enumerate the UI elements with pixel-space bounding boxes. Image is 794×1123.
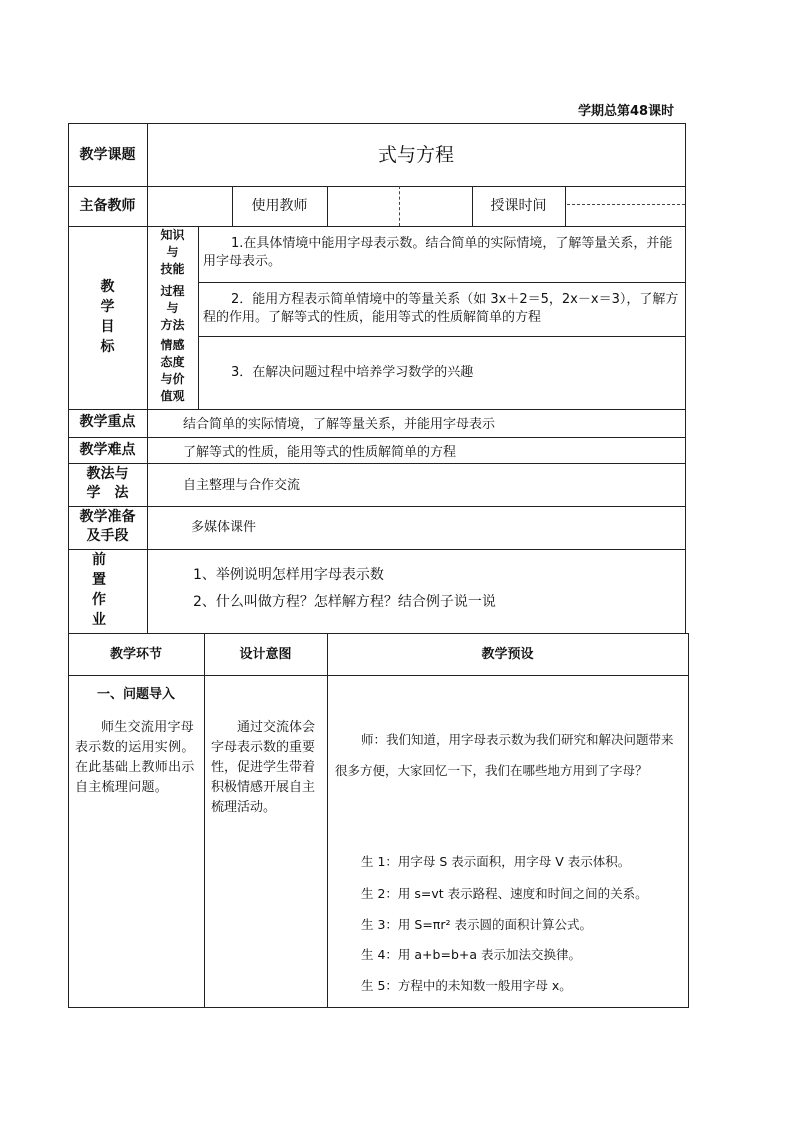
preparation-label: 教学准备 及手段 <box>79 509 136 544</box>
table-rule <box>68 506 686 507</box>
student-answer-4: 生 4：用 a+b=b+a 表示加法交换律。 <box>361 947 581 962</box>
table-rule <box>68 437 686 438</box>
objective-category-process: 过程 与 方法 <box>160 284 185 332</box>
table-rule-vertical <box>565 186 566 226</box>
process-table-rule-vertical <box>327 633 328 1008</box>
using-teacher-label: 使用教师 <box>251 198 308 214</box>
student-answer-3: 生 3：用 S=πr² 表示圆的面积计算公式。 <box>361 917 592 932</box>
process-table-top <box>68 633 689 634</box>
table-rule-dashed <box>399 186 400 226</box>
teacher-prompt: 师：我们知道，用字母表示数为我们研究和解决问题带来很多方便，大家回忆一下，我们在哪些地方用到了字母？ <box>335 732 674 778</box>
design-intent-text: 通过交流体会字母表示数的重要性，促进学生带着积极情感开展自主梳理活动。 <box>211 720 316 815</box>
preparation-text: 多媒体课件 <box>191 520 257 535</box>
table-border-right <box>685 123 686 633</box>
process-table-rule <box>68 675 689 676</box>
table-rule <box>68 549 686 550</box>
topic-title: 式与方程 <box>377 144 454 166</box>
header-stage: 教学环节 <box>109 647 162 662</box>
student-answer-5: 生 5：方程中的未知数一般用字母 x。 <box>361 978 572 993</box>
objective-category-emotion: 情感 态度 与价 值观 <box>160 338 185 403</box>
process-table-right <box>688 633 689 1008</box>
student-answer-2: 生 2：用 s=vt 表示路程、速度和时间之间的关系。 <box>361 886 648 901</box>
table-rule-vertical <box>327 186 328 226</box>
difficulty-text: 了解等式的性质，能用等式的性质解简单的方程 <box>183 445 457 460</box>
process-table-bottom <box>68 1007 689 1008</box>
table-border-top <box>68 123 686 124</box>
header-intent: 设计意图 <box>239 647 292 662</box>
stage-description: 师生交流用字母表示数的运用实例。在此基础上教师出示自主梳理问题。 <box>75 720 195 795</box>
table-rule <box>198 282 686 283</box>
objective-category-knowledge: 知识 与 技能 <box>160 228 185 276</box>
preview-label: 前 置 作 业 <box>92 552 106 628</box>
table-rule <box>68 186 686 187</box>
difficulty-label: 教学难点 <box>79 442 136 458</box>
header-preset: 教学预设 <box>481 647 534 662</box>
table-rule <box>68 409 686 410</box>
table-rule-vertical <box>198 226 199 409</box>
method-text: 自主整理与合作交流 <box>183 478 301 493</box>
stage-title: 一、问题导入 <box>96 687 175 702</box>
key-point-label: 教学重点 <box>79 414 136 430</box>
process-table-rule-vertical <box>204 633 205 1008</box>
preview-item-1: 1、举例说明怎样用字母表示数 <box>193 567 384 583</box>
objective-knowledge-text: 1.在具体情境中能用字母表示数。结合简单的实际情境，了解等量关系，并能用字母表示。 <box>203 236 673 269</box>
preview-item-2: 2、什么叫做方程？怎样解方程？结合例子说一说 <box>193 594 496 610</box>
class-time-label: 授课时间 <box>490 198 547 214</box>
method-label: 教法与 学 法 <box>86 466 129 501</box>
table-rule <box>198 336 686 337</box>
objective-process-text: 2．能用方程表示简单情境中的等量关系（如 3x＋2＝5，2x－x＝3），了解方程的作用。了解等式的性质，能用等式的性质解简单的方程 <box>203 292 679 325</box>
student-answer-1: 生 1：用字母 S 表示面积，用字母 V 表示体积。 <box>361 854 631 869</box>
objectives-label: 教 学 目 标 <box>100 279 115 355</box>
lead-teacher-label: 主备教师 <box>79 198 136 214</box>
table-rule <box>68 463 686 464</box>
time-field-dashed-line <box>567 204 685 205</box>
objective-emotion-text: 3．在解决问题过程中培养学习数学的兴趣 <box>231 365 474 380</box>
period-label: 学期总第48课时 <box>578 104 675 119</box>
topic-label: 教学课题 <box>79 147 136 163</box>
key-point-text: 结合简单的实际情境，了解等量关系，并能用字母表示 <box>183 417 496 432</box>
